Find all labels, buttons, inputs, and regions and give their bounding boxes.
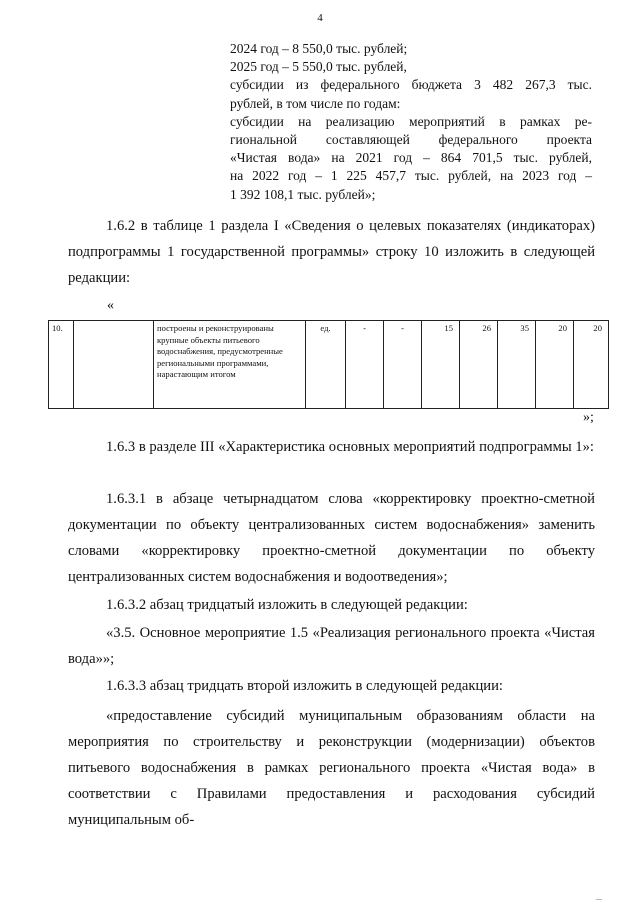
indicator-table <box>48 320 609 409</box>
row-name <box>74 321 154 409</box>
paragraph-1-6-3-2: 1.6.3.2 абзац тридцатый изложить в следующей редакции: <box>106 597 468 613</box>
value-cell: 26 <box>460 321 498 409</box>
indicator-name: построены и реконструированы крупные объекты питьевого водоснабжения, предусмотренные региональными программами, нарастающим итогом <box>154 321 306 409</box>
row-number: 10. <box>49 321 74 409</box>
value-cell: - <box>346 321 384 409</box>
table-row <box>49 321 609 409</box>
paragraph-1-6-3: 1.6.3 в разделе III «Характеристика основных мероприятий подпрограммы 1»: <box>106 439 594 455</box>
value-cell: 15 <box>422 321 460 409</box>
unit-cell: ед. <box>306 321 346 409</box>
paragraph-subsidies: «предоставление субсидий муниципальным образованиям области на мероприятия по строительству и реконструкции (модернизации) объектов питьевого водоснабжения в рамках регионального проекта «Чистая вода» в соответствии с Правилами предоставления и расходования субсидий муниципальным об- <box>68 708 595 828</box>
paragraph-1-6-3-3: 1.6.3.3 абзац тридцать второй изложить в следующей редакции: <box>106 678 503 694</box>
budget-line: гиональной составляющей федерального проекта <box>230 132 592 148</box>
paragraph-1-6-2: 1.6.2 в таблице 1 раздела I «Сведения о целевых показателях (индикаторах) подпрограммы 1 государственной программы» строку 10 изложить в следующей редакции: <box>68 218 595 286</box>
value-cell: 20 <box>574 321 609 409</box>
quote-open: « <box>107 298 114 313</box>
budget-line: субсидии из федерального бюджета 3 482 267,3 тыс. <box>230 77 592 93</box>
budget-line: рублей, в том числе по годам: <box>230 95 401 111</box>
value-cell: - <box>384 321 422 409</box>
quote-close: »; <box>583 410 594 425</box>
budget-line: «Чистая вода» на 2021 год – 864 701,5 тыс. рублей, <box>230 150 592 166</box>
paragraph-3-5: «3.5. Основное мероприятие 1.5 «Реализация регионального проекта «Чистая вода»»; <box>68 625 595 667</box>
budget-line: на 2022 год – 1 225 457,7 тыс. рублей, на 2023 год – <box>230 168 592 184</box>
budget-line: 1 392 108,1 тыс. рублей»; <box>230 186 376 202</box>
page-number: 4 <box>317 12 323 24</box>
budget-line: субсидии на реализацию мероприятий в рамках ре- <box>230 113 592 129</box>
value-cell: 35 <box>498 321 536 409</box>
paragraph-1-6-3-1: 1.6.3.1 в абзаце четырнадцатом слова «корректировку проектно-сметной документации по объекту централизованных систем водоснабжения» заменить словами «корректировку проектно-сметной документации по объекту централизованных систем водоснабжения и водоотведения»; <box>68 491 595 585</box>
budget-block <box>230 40 592 204</box>
value-cell: 20 <box>536 321 574 409</box>
bottom-mark: ... <box>596 893 602 902</box>
budget-line: 2025 год – 5 550,0 тыс. рублей, <box>230 59 407 75</box>
budget-line: 2024 год – 8 550,0 тыс. рублей; <box>230 41 408 56</box>
